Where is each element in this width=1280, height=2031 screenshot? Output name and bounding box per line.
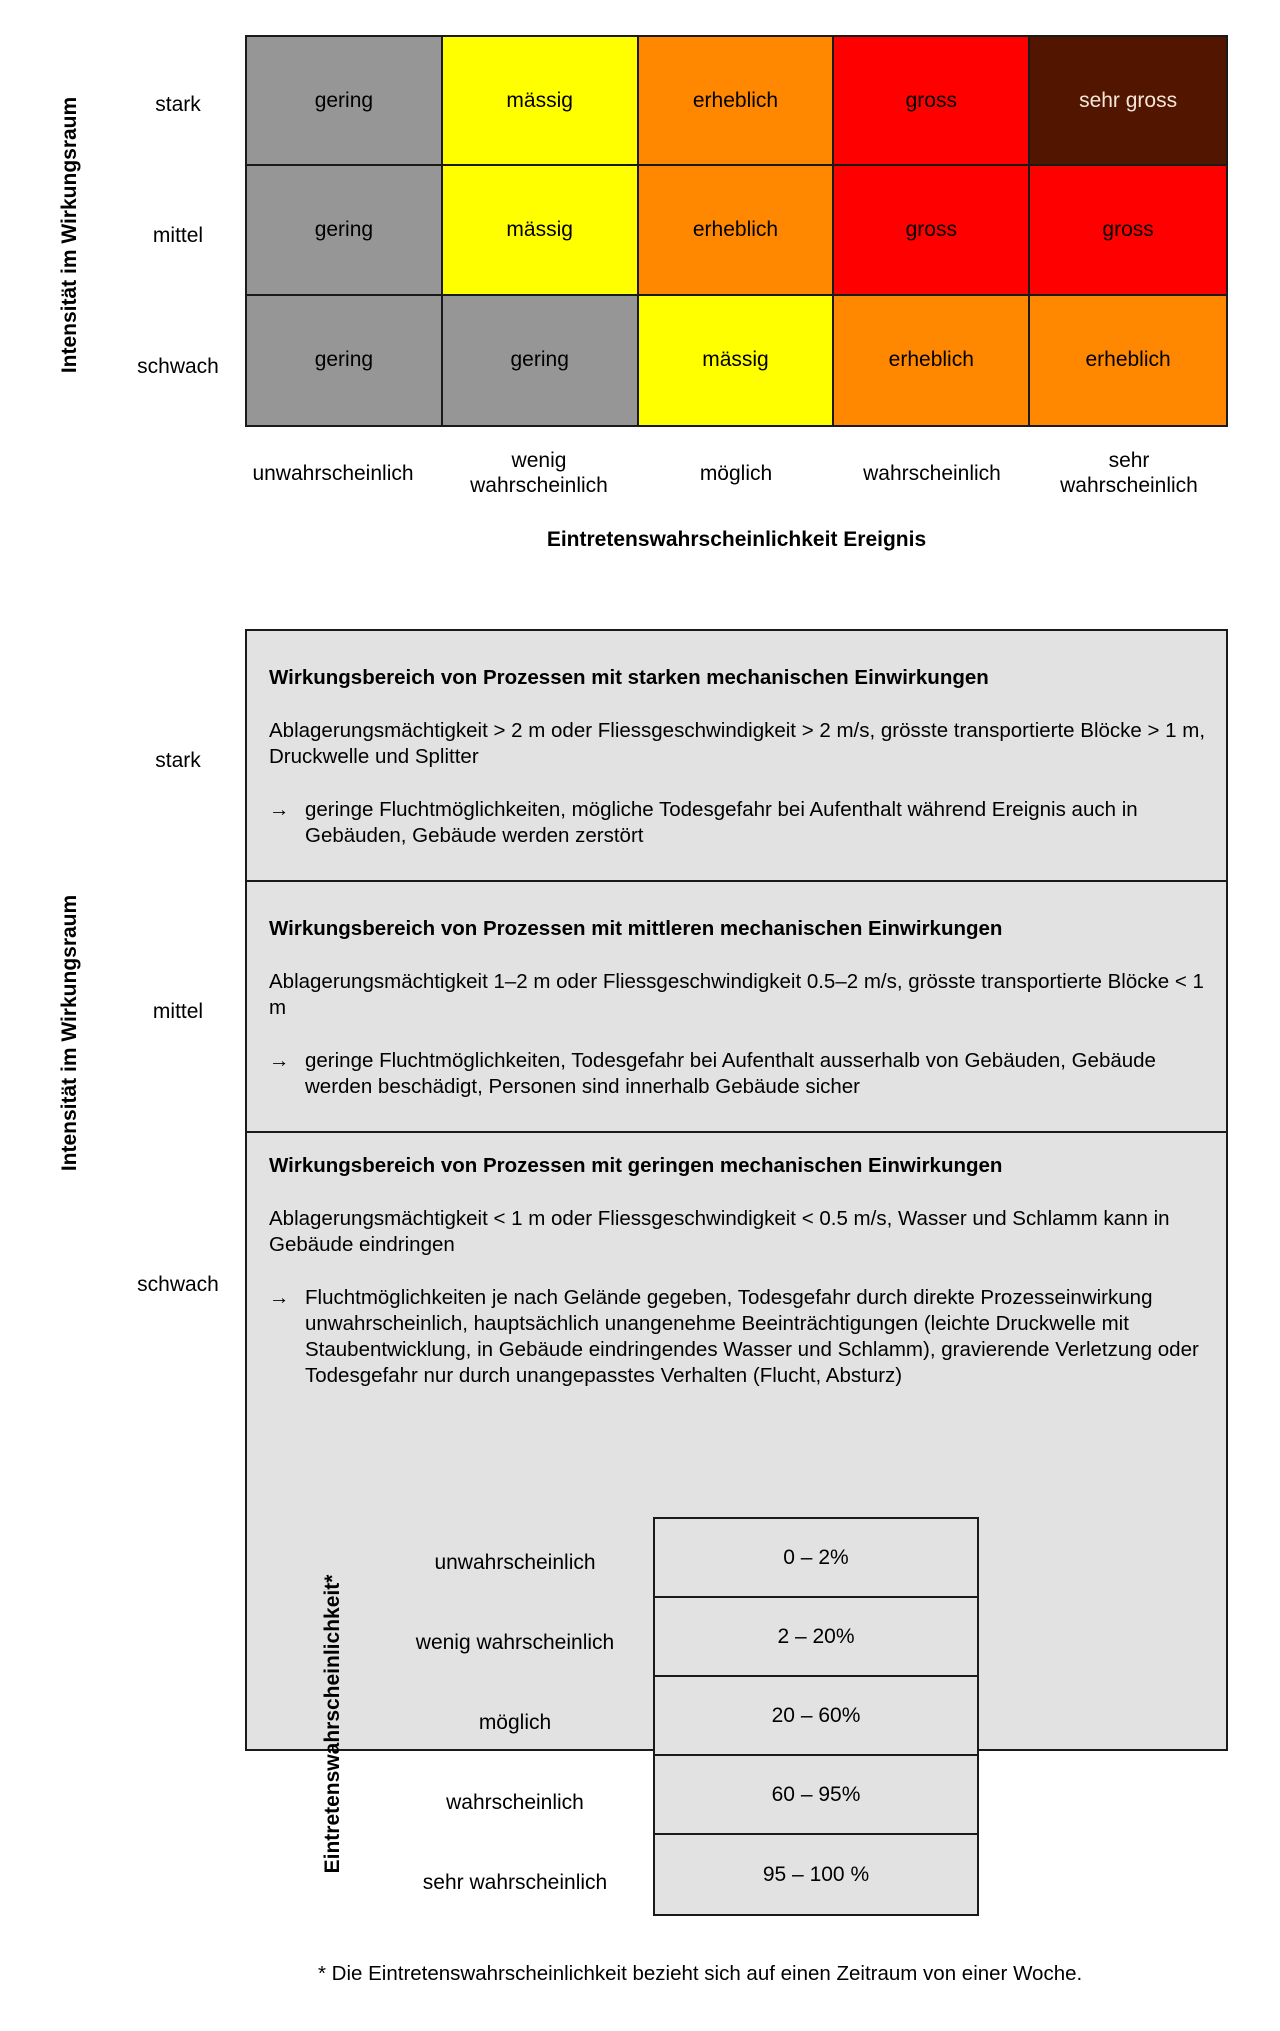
matrix-cell: gering: [247, 296, 443, 425]
matrix-cell: gering: [247, 166, 443, 295]
risk-matrix: [245, 35, 1228, 427]
probability-range-cell: 60 – 95%: [655, 1756, 977, 1835]
intensity-section-mittel: [247, 880, 1226, 1131]
matrix-cell: gross: [834, 166, 1030, 295]
section-criteria: Ablagerungsmächtigkeit > 2 m oder Fliessgeschwindigkeit > 2 m/s, grösste transportierte Blöcke > 1 m, Druckwelle und Splitter: [269, 719, 1206, 768]
matrix-column-label: wenig wahrscheinlich: [470, 449, 608, 497]
arrow-right-icon: →: [269, 1049, 290, 1072]
footnote: * Die Eintretenswahrscheinlichkeit bezieht sich auf einen Zeitraum von einer Woche.: [318, 1962, 1083, 1985]
probability-table: [653, 1517, 979, 1916]
probability-y-axis-title: Eintretenswahrscheinlichkeit*: [321, 1574, 344, 1874]
matrix-row-label-stark: stark: [155, 93, 201, 116]
probability-row-label: wenig wahrscheinlich: [415, 1631, 615, 1654]
matrix-cell: erheblich: [639, 166, 835, 295]
matrix-column-label: möglich: [699, 461, 773, 485]
matrix-cell: erheblich: [1030, 296, 1226, 425]
section-criteria: Ablagerungsmächtigkeit < 1 m oder Fliessgeschwindigkeit < 0.5 m/s, Wasser und Schlamm kann in Gebäude eindringen: [269, 1207, 1170, 1256]
matrix-cell: gross: [1030, 166, 1226, 295]
matrix-cell: mässig: [443, 37, 639, 166]
matrix-x-axis-title: Eintretenswahrscheinlichkeit Ereignis: [546, 528, 927, 551]
matrix-cell: gering: [247, 37, 443, 166]
matrix-y-axis-title: Intensität im Wirkungsraum: [58, 96, 81, 374]
intensity-section-stark: [247, 631, 1226, 880]
section-heading: Wirkungsbereich von Prozessen mit mittleren mechanischen Einwirkungen: [269, 917, 1003, 940]
probability-range-cell: 95 – 100 %: [762, 1862, 870, 1886]
probability-row-label: wahrscheinlich: [446, 1791, 584, 1814]
probability-range-cell: 0 – 2%: [655, 1519, 977, 1598]
section-consequence: geringe Fluchtmöglichkeiten, mögliche Todesgefahr bei Aufenthalt während Ereignis auch in Gebäuden, Gebäude werden zerstört: [305, 798, 1138, 847]
matrix-column-label: wahrscheinlich: [863, 461, 1001, 485]
section-criteria: Ablagerungsmächtigkeit 1–2 m oder Fliessgeschwindigkeit 0.5–2 m/s, grösste transportierte Blöcke < 1 m: [269, 970, 1204, 1019]
probability-row-label: unwahrscheinlich: [434, 1551, 596, 1574]
matrix-column-label: sehr wahrscheinlich: [1060, 449, 1198, 497]
section-heading: Wirkungsbereich von Prozessen mit starken mechanischen Einwirkungen: [269, 666, 989, 689]
section-consequence: Fluchtmöglichkeiten je nach Gelände gegeben, Todesgefahr durch direkte Prozesseinwirkung unwahrscheinlich, hauptsächlich unangenehme Beeinträchtigungen (leichte Druckwelle mit Staubentwicklung, in Gebäude eindringendes Wasser und Schlamm), gravierende Verletzung oder Todesgefahr nur durch unangepasstes Verhalten (Flucht, Absturz): [305, 1286, 1199, 1387]
arrow-right-icon: →: [269, 798, 290, 821]
matrix-cell: mässig: [639, 296, 835, 425]
probability-range-cell: 20 – 60%: [655, 1677, 977, 1756]
probability-row-label: sehr wahrscheinlich: [422, 1871, 608, 1894]
intensity-label-stark: stark: [155, 749, 201, 772]
matrix-cell: gering: [443, 296, 639, 425]
matrix-cell: sehr gross: [1030, 37, 1226, 166]
matrix-column-label: unwahrscheinlich: [252, 461, 414, 485]
matrix-cell: mässig: [443, 166, 639, 295]
probability-range-cell: 2 – 20%: [655, 1598, 977, 1677]
section-consequence: geringe Fluchtmöglichkeiten, Todesgefahr bei Aufenthalt ausserhalb von Gebäuden, Gebäude werden beschädigt, Personen sind innerhalb Gebäude sicher: [305, 1049, 1156, 1098]
section-heading: Wirkungsbereich von Prozessen mit geringen mechanischen Einwirkungen: [269, 1154, 1003, 1177]
probability-row-label: möglich: [478, 1711, 552, 1734]
matrix-cell: erheblich: [639, 37, 835, 166]
matrix-row-label-mittel: mittel: [152, 224, 204, 247]
arrow-right-icon: →: [269, 1286, 290, 1309]
intensity-label-mittel: mittel: [152, 1000, 204, 1023]
intensity-y-axis-title: Intensität im Wirkungsraum: [58, 894, 81, 1172]
matrix-row-label-schwach: schwach: [137, 355, 219, 378]
matrix-cell: erheblich: [834, 296, 1030, 425]
matrix-cell: gross: [834, 37, 1030, 166]
intensity-label-schwach: schwach: [137, 1273, 219, 1296]
